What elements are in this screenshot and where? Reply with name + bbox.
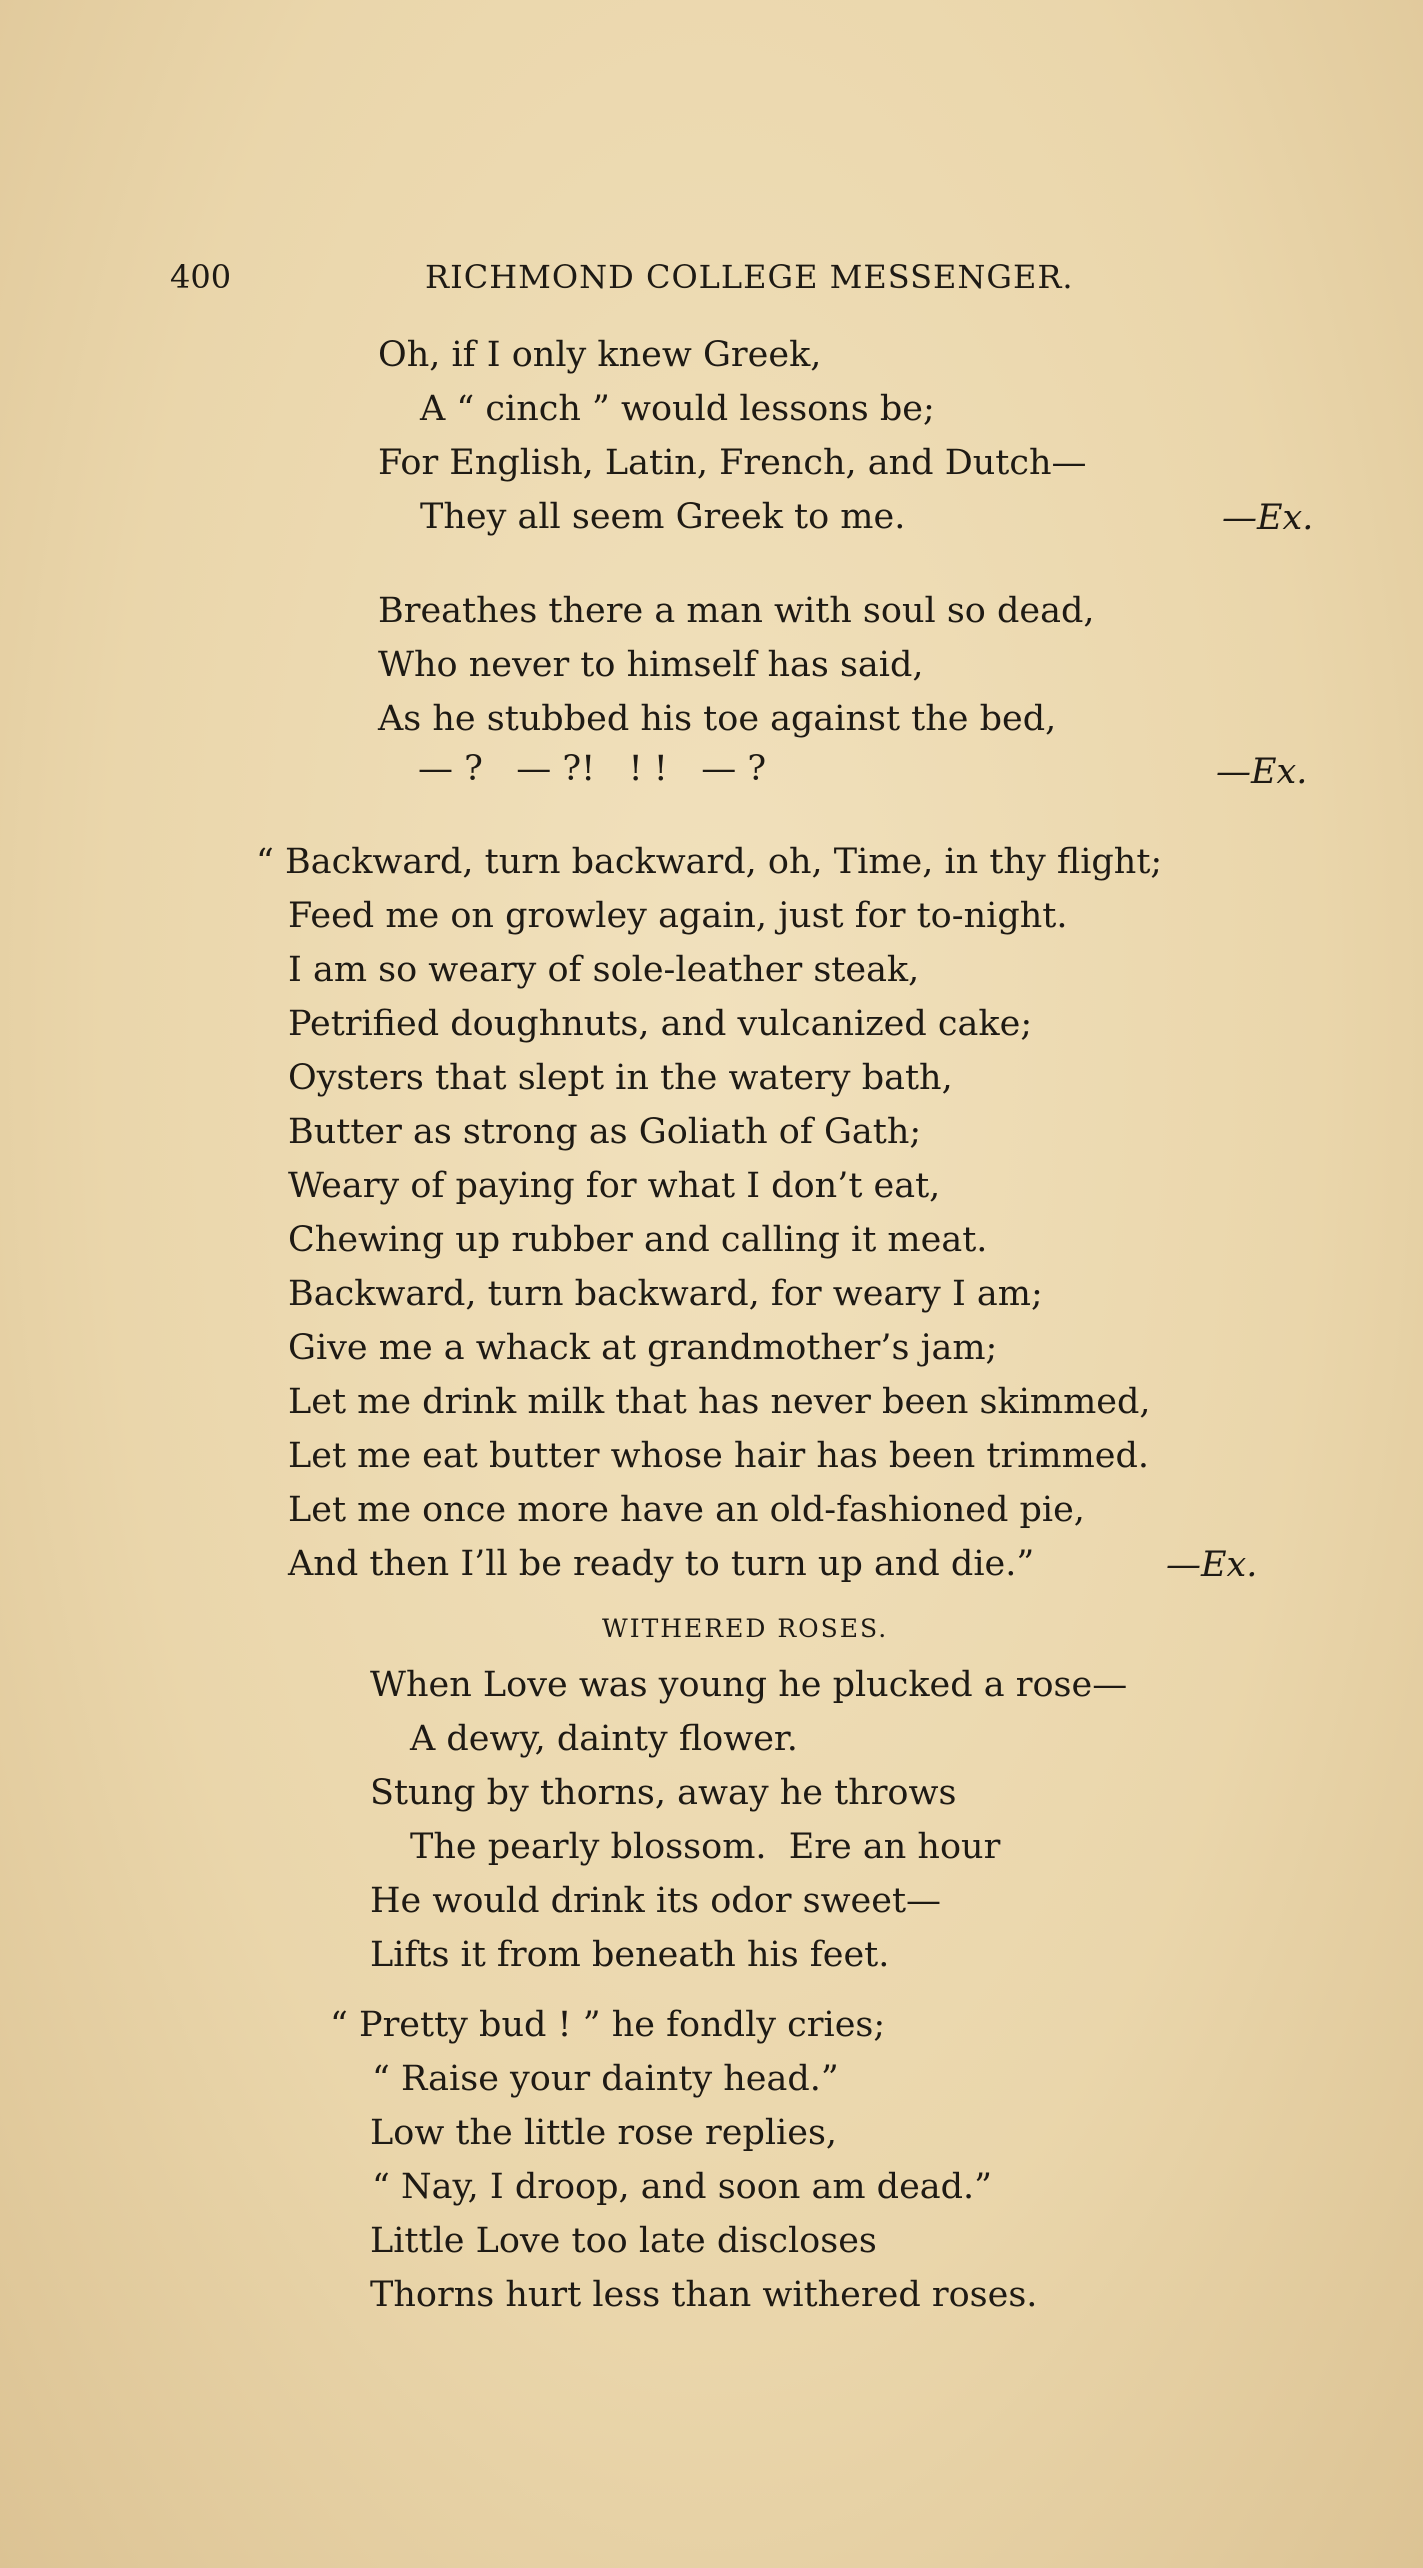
poem-line: Backward, turn backward, for weary I am;	[288, 1274, 1043, 1314]
poem-line: Feed me on growley again, just for to-night.	[288, 896, 1068, 936]
poem-line: Breathes there a man with soul so dead,	[378, 591, 1095, 631]
poem-line: Let me once more have an old-fashioned pie,	[288, 1490, 1085, 1530]
poem-line: Petrified doughnuts, and vulcanized cake;	[288, 1004, 1033, 1044]
poem-source: —Ex.	[1222, 498, 1314, 538]
poem-line: — ? — ?! ! ! — ?	[418, 749, 767, 789]
poem-line: Lifts it from beneath his feet.	[370, 1935, 890, 1975]
poem-line: Let me drink milk that has never been skimmed,	[288, 1382, 1151, 1422]
poem-line: A dewy, dainty flower.	[410, 1719, 798, 1759]
poem-line: They all seem Greek to me.	[420, 497, 906, 537]
poem-line: Weary of paying for what I don’t eat,	[288, 1166, 941, 1206]
poem-line: Oysters that slept in the watery bath,	[288, 1058, 953, 1098]
poem-line: For English, Latin, French, and Dutch—	[378, 443, 1087, 483]
poem-line: Low the little rose replies,	[370, 2113, 838, 2153]
poem-line: Thorns hurt less than withered roses.	[370, 2275, 1038, 2315]
poem-line: And then I’ll be ready to turn up and die.”	[288, 1544, 1035, 1584]
poem-line: Butter as strong as Goliath of Gath;	[288, 1112, 922, 1152]
poem-line: The pearly blossom. Ere an hour	[410, 1827, 1001, 1867]
poem-line: “ Raise your dainty head.”	[372, 2059, 839, 2099]
poem-line: Let me eat butter whose hair has been trimmed.	[288, 1436, 1150, 1476]
poem-line: Chewing up rubber and calling it meat.	[288, 1220, 988, 1260]
poem-line: Little Love too late discloses	[370, 2221, 877, 2261]
page-number: 400	[170, 258, 232, 296]
poem-line: When Love was young he plucked a rose—	[370, 1665, 1128, 1705]
poem-line: “ Backward, turn backward, oh, Time, in thy flight;	[256, 842, 1163, 882]
poem-line: He would drink its odor sweet—	[370, 1881, 942, 1921]
poem-title: WITHERED ROSES.	[602, 1614, 889, 1643]
poem-line: “ Nay, I droop, and soon am dead.”	[372, 2167, 993, 2207]
poem-line: “ Pretty bud ! ” he fondly cries;	[330, 2005, 886, 2045]
poem-source: —Ex.	[1216, 752, 1308, 792]
poem-line: As he stubbed his toe against the bed,	[378, 699, 1057, 739]
poem-line: Stung by thorns, away he throws	[370, 1773, 957, 1813]
page-header	[170, 258, 1330, 298]
poem-line: Oh, if I only knew Greek,	[378, 335, 822, 375]
running-title: RICHMOND COLLEGE MESSENGER.	[425, 258, 1074, 296]
poem-line: A “ cinch ” would lessons be;	[420, 389, 935, 429]
poem-line: Who never to himself has said,	[378, 645, 924, 685]
poem-line: I am so weary of sole-leather steak,	[288, 950, 920, 990]
poem-source: —Ex.	[1166, 1545, 1258, 1585]
poem-line: Give me a whack at grandmother’s jam;	[288, 1328, 998, 1368]
